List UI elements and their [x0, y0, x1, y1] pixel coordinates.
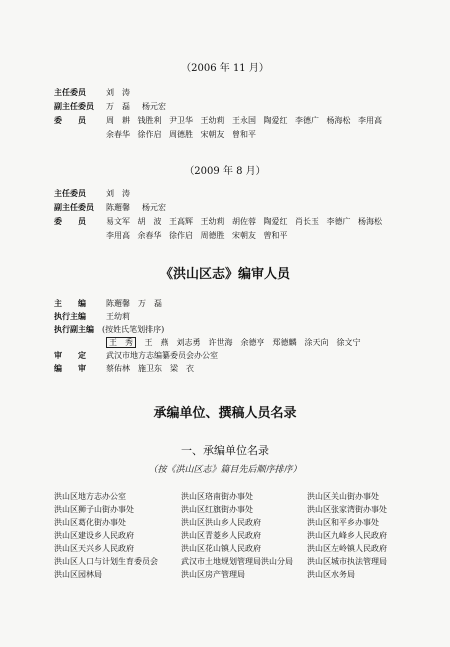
name: 杨海松 — [326, 116, 351, 125]
name: 胡 波 — [137, 217, 162, 226]
s2-label-0: 主任委员 — [54, 189, 86, 198]
ed-value-0: 陈邂馨 万 磊 — [106, 299, 162, 308]
unit-c3-3: 洪山区九峰乡人民政府 — [307, 531, 387, 540]
unit-c3-4: 洪山区左岭镇人民政府 — [307, 544, 387, 553]
name: 王幼莉 — [200, 116, 225, 125]
units-subtitle: 一、承编单位名录 — [181, 444, 269, 457]
name: 李德广 — [295, 116, 319, 125]
units-note: （按《洪山区志》篇目先后顺序排序） — [148, 465, 302, 475]
name: 曾和平 — [232, 130, 256, 139]
ed-label-2: 执行副主编 — [54, 325, 94, 334]
unit-c1-1: 洪山区狮子山街办事处 — [54, 505, 134, 514]
name: 李德广 — [326, 217, 351, 226]
name: 周德胜 — [169, 130, 193, 139]
unit-c2-5: 武汉市土地规划管理局洪山分局 — [181, 557, 293, 566]
name: 宋朝友 — [232, 231, 256, 240]
name: 余春华 — [106, 130, 130, 139]
ed-label-5: 编 审 — [54, 364, 86, 373]
unit-c2-6: 洪山区房产管理局 — [181, 570, 245, 579]
s1-names-0 — [106, 87, 136, 98]
name: 余春华 — [137, 231, 162, 240]
unit-c1-3: 洪山区建设乡人民政府 — [54, 531, 134, 540]
units-title: 承编单位、撰稿人员名录 — [153, 406, 297, 421]
name: 尹卫华 — [169, 116, 193, 125]
ed-value-5: 蔡佑林 施卫东 梁 衣 — [106, 364, 194, 373]
name: 陶爱红 — [263, 217, 288, 226]
editors-title: 《洪山区志》编审人员 — [159, 267, 290, 282]
unit-c2-4: 洪山区花山镇人民政府 — [181, 544, 261, 553]
unit-c3-1: 洪山区张家湾街办事处 — [307, 505, 387, 514]
unit-c1-4: 洪山区天兴乡人民政府 — [54, 544, 134, 553]
ed-value-2: (按姓氏笔划排序) — [102, 325, 165, 334]
s1-names-1 — [106, 101, 178, 112]
ed-value-3: 王 燕 刘志勇 许世海 余德亨 郑德麟 涂天向 徐文宁 — [144, 338, 361, 347]
unit-c3-6: 洪山区水务局 — [307, 570, 355, 579]
s2-label-2: 委 员 — [54, 217, 86, 226]
ed-row-3 — [106, 337, 361, 348]
name: 陶爱红 — [263, 116, 288, 125]
name: 徐作启 — [169, 231, 193, 240]
name: 王幼莉 — [200, 217, 225, 226]
unit-c2-2: 洪山区洪山乡人民政府 — [181, 518, 261, 527]
ed-value-4: 武汉市地方志编纂委员会办公室 — [106, 351, 218, 360]
unit-c1-6: 洪山区园林局 — [54, 570, 102, 579]
name: 万 磊 — [106, 102, 130, 111]
s1-label-0: 主任委员 — [54, 88, 86, 97]
s2-names-1 — [106, 202, 178, 213]
name: 刘 涛 — [106, 88, 130, 97]
name: 周 耕 — [106, 116, 130, 125]
s2-names-0 — [106, 188, 136, 199]
name: 周德胜 — [200, 231, 225, 240]
name: 钱胜利 — [137, 116, 162, 125]
name: 刘 涛 — [106, 189, 130, 198]
ed-value-1: 王幼莉 — [106, 312, 130, 321]
unit-c1-0: 洪山区地方志办公室 — [54, 492, 126, 501]
unit-c3-2: 洪山区和平乡办事处 — [307, 518, 379, 527]
name: 杨元宏 — [142, 203, 166, 212]
name: 王永国 — [232, 116, 256, 125]
s1-label-1: 副主任委员 — [54, 102, 94, 111]
s2-label-1: 副主任委员 — [54, 203, 94, 212]
ed-label-0: 主 编 — [54, 299, 86, 308]
unit-c1-5: 洪山区人口与计划生育委员会 — [54, 557, 158, 566]
ed-label-1: 执行主编 — [54, 312, 86, 321]
name: 曾和平 — [263, 231, 288, 240]
name: 宋朝友 — [200, 130, 225, 139]
boxed-name: 王 秀 — [106, 337, 136, 348]
unit-c3-5: 洪山区城市执法管理局 — [307, 557, 387, 566]
unit-c2-1: 洪山区红旗街办事处 — [181, 505, 253, 514]
s1-names-2 — [106, 115, 390, 126]
name: 徐作启 — [137, 130, 162, 139]
name: 易文军 — [106, 217, 130, 226]
s2-names-2 — [106, 216, 390, 227]
name: 胡佐蓉 — [232, 217, 256, 226]
name: 陈邂馨 — [106, 203, 130, 212]
unit-c3-0: 洪山区关山街办事处 — [307, 492, 379, 501]
unit-c2-3: 洪山区青菱乡人民政府 — [181, 531, 261, 540]
unit-c2-0: 洪山区珞南街办事处 — [181, 492, 253, 501]
name: 李用高 — [358, 116, 382, 125]
name: 杨海松 — [358, 217, 382, 226]
name: 王高辉 — [169, 217, 193, 226]
section1-heading: （2006 年 11 月） — [181, 63, 269, 74]
s1-names-3 — [106, 129, 264, 140]
s1-label-2: 委 员 — [54, 116, 86, 125]
ed-label-4: 审 定 — [54, 351, 86, 360]
section2-heading: （2009 年 8 月） — [184, 166, 266, 177]
unit-c1-2: 洪山区葛化街办事处 — [54, 518, 126, 527]
name: 肖长玉 — [295, 217, 319, 226]
name: 杨元宏 — [142, 102, 166, 111]
s2-names-3 — [106, 230, 295, 241]
name: 李用高 — [106, 231, 130, 240]
